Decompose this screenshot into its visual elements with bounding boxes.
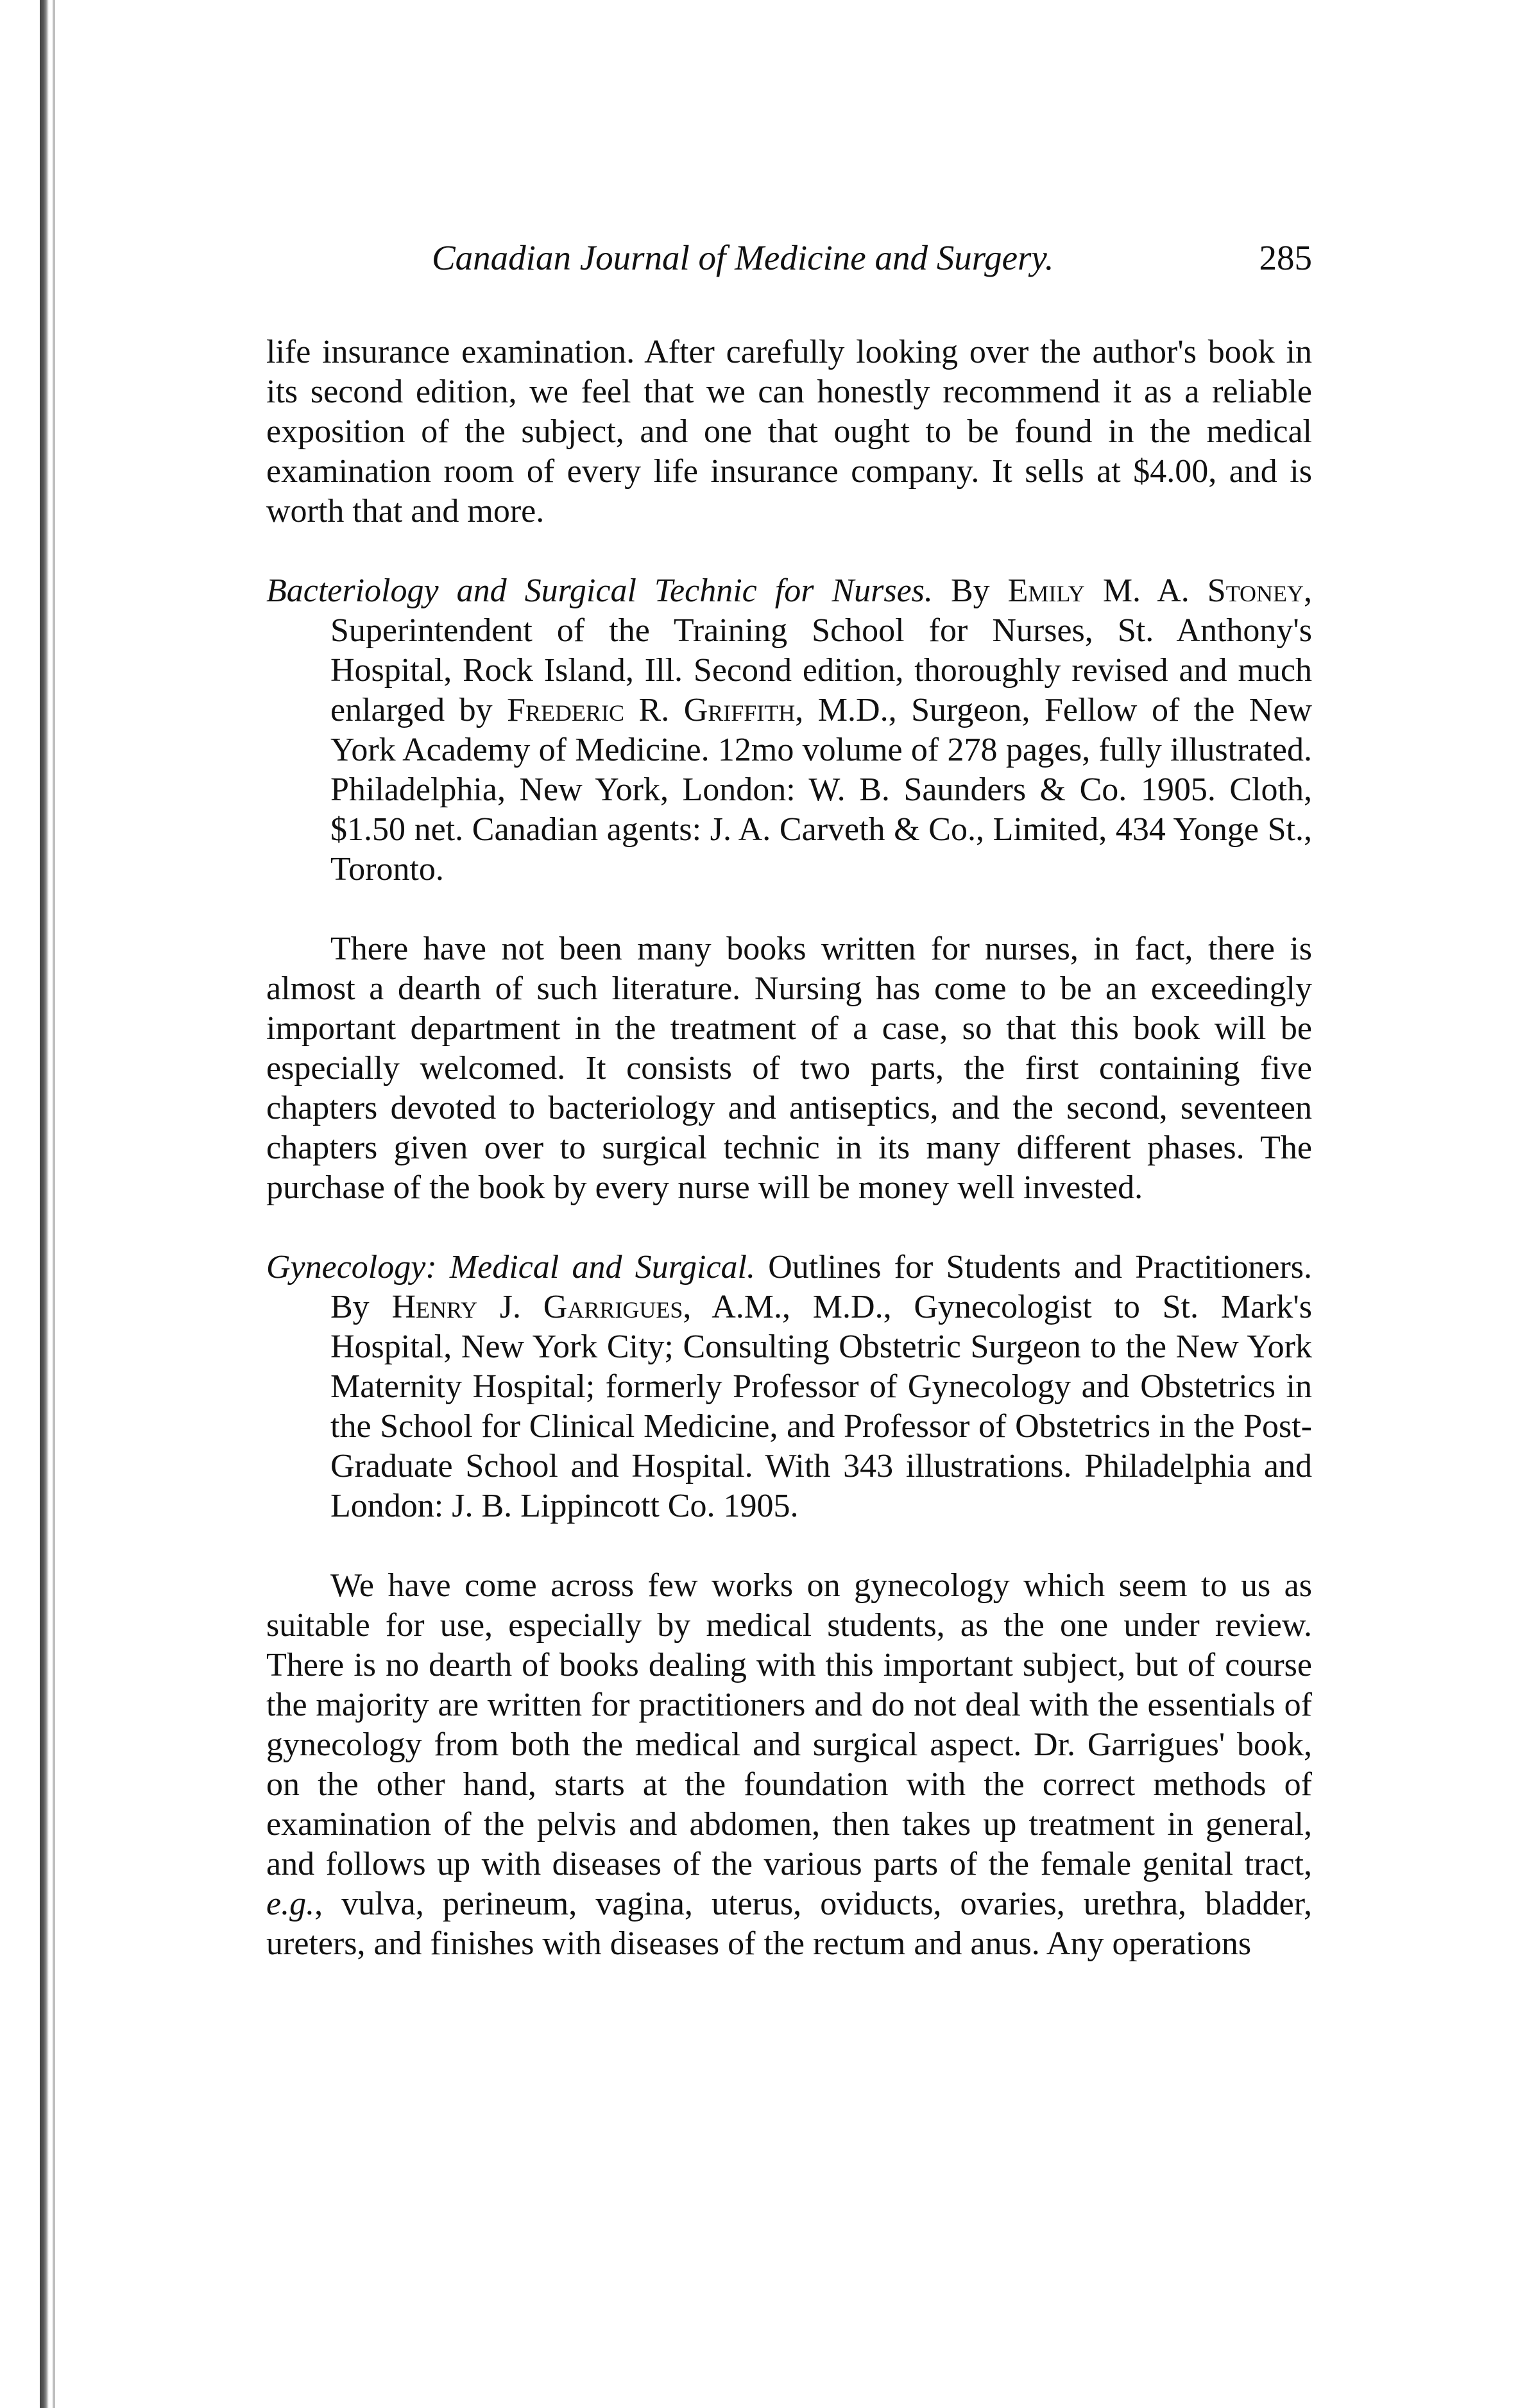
book-title: Gynecology: Medical and Surgical.	[266, 1249, 755, 1286]
page-header	[266, 237, 1312, 295]
scan-binding-shadow	[53, 0, 55, 2408]
book-details: , Superintendent of the Training School for Nurses, St. Anthony's Hospital, Rock Island, Ill. Second edition, thoroughly revised and much enlarged by	[330, 572, 1313, 728]
book-subtitle: Outlines for Students and Practitioners.	[768, 1249, 1313, 1286]
running-title: Canadian Journal of Medicine and Surgery.	[432, 238, 1054, 277]
page-number: 285	[1259, 238, 1312, 277]
book-details: , A.M., M.D., Gynecologist to St. Mark's Hospital, New York City; Consulting Obstetric Surgeon to the New York Maternity Hospital; formerly Professor of Gynecology and Obstetrics in the School for Clinical Medicine, and Professor of Obstetrics in the Post-Graduate School and Hospital. With 343 illustrations. Philadelphia and London: J. B. Lippincott Co. 1905.	[330, 1289, 1312, 1524]
by-label: By	[950, 572, 990, 609]
scan-binding-edge	[40, 0, 49, 2408]
review-body-bacteriology: There have not been many books written for nurses, in fact, there is almost a dearth of such literature. Nursing has come to be an exceedingly important department in the treatment of a case, so that this book will be especially welcomed. It consists of two parts, the first containing five chapters devoted to bacteriology and antiseptics, and the second, seventeen chapters given over to surgical technic in its many different phases. The purchase of the book by every nurse will be money well invested.	[266, 931, 1312, 1206]
book-author: Henry J. Garrigues	[391, 1289, 683, 1325]
book-title: Bacteriology and Surgical Technic for Nurses.	[266, 572, 933, 609]
review-abbreviation: e.g.	[266, 1886, 315, 1922]
by-label: By	[330, 1289, 370, 1325]
review-text: We have come across few works on gynecology which seem to us as suitable for use, especially by medical students, as the one under review. There is no dearth of books dealing with this important subject, but of course the majority are written for practitioners and do not deal with the essentials of gynecology from both the medical and surgical aspect. Dr. Garrigues' book, on the other hand, starts at the foundation with the correct methods of examination of the pelvis and abdomen, then takes up treatment in general, and follows up with diseases of the various parts of the female genital tract,	[266, 1567, 1312, 1882]
book-reviser: Frederic R. Griffith	[507, 692, 796, 728]
book-details-continued: , M.D., Surgeon, Fellow of the New York Academy of Medicine. 12mo volume of 278 pages, fully illustrated. Philadelphia, New York, London: W. B. Saunders & Co. 1905. Cloth, $1.50 net. Canadian agents: J. A. Carveth & Co., Limited, 434 Yonge St., Toronto.	[330, 692, 1312, 888]
review-text-continued: , vulva, perineum, vagina, uterus, oviducts, ovaries, urethra, bladder, ureters, and finishes with diseases of the rectum and anus. Any operations	[266, 1886, 1312, 1962]
book-author: Emily M. A. Stoney	[1007, 572, 1304, 609]
book-entry-bacteriology	[266, 571, 1312, 890]
review-body-gynecology	[266, 1566, 1312, 1964]
book-entry-gynecology	[266, 1248, 1312, 1526]
journal-page	[266, 237, 1312, 1964]
intro-paragraph: life insurance examination. After carefully looking over the author's book in its second edition, we feel that we can honestly recommend it as a reliable exposition of the subject, and one that ought to be found in the medical examination room of every life insurance company. It sells at $4.00, and is worth that and more.	[266, 334, 1312, 529]
